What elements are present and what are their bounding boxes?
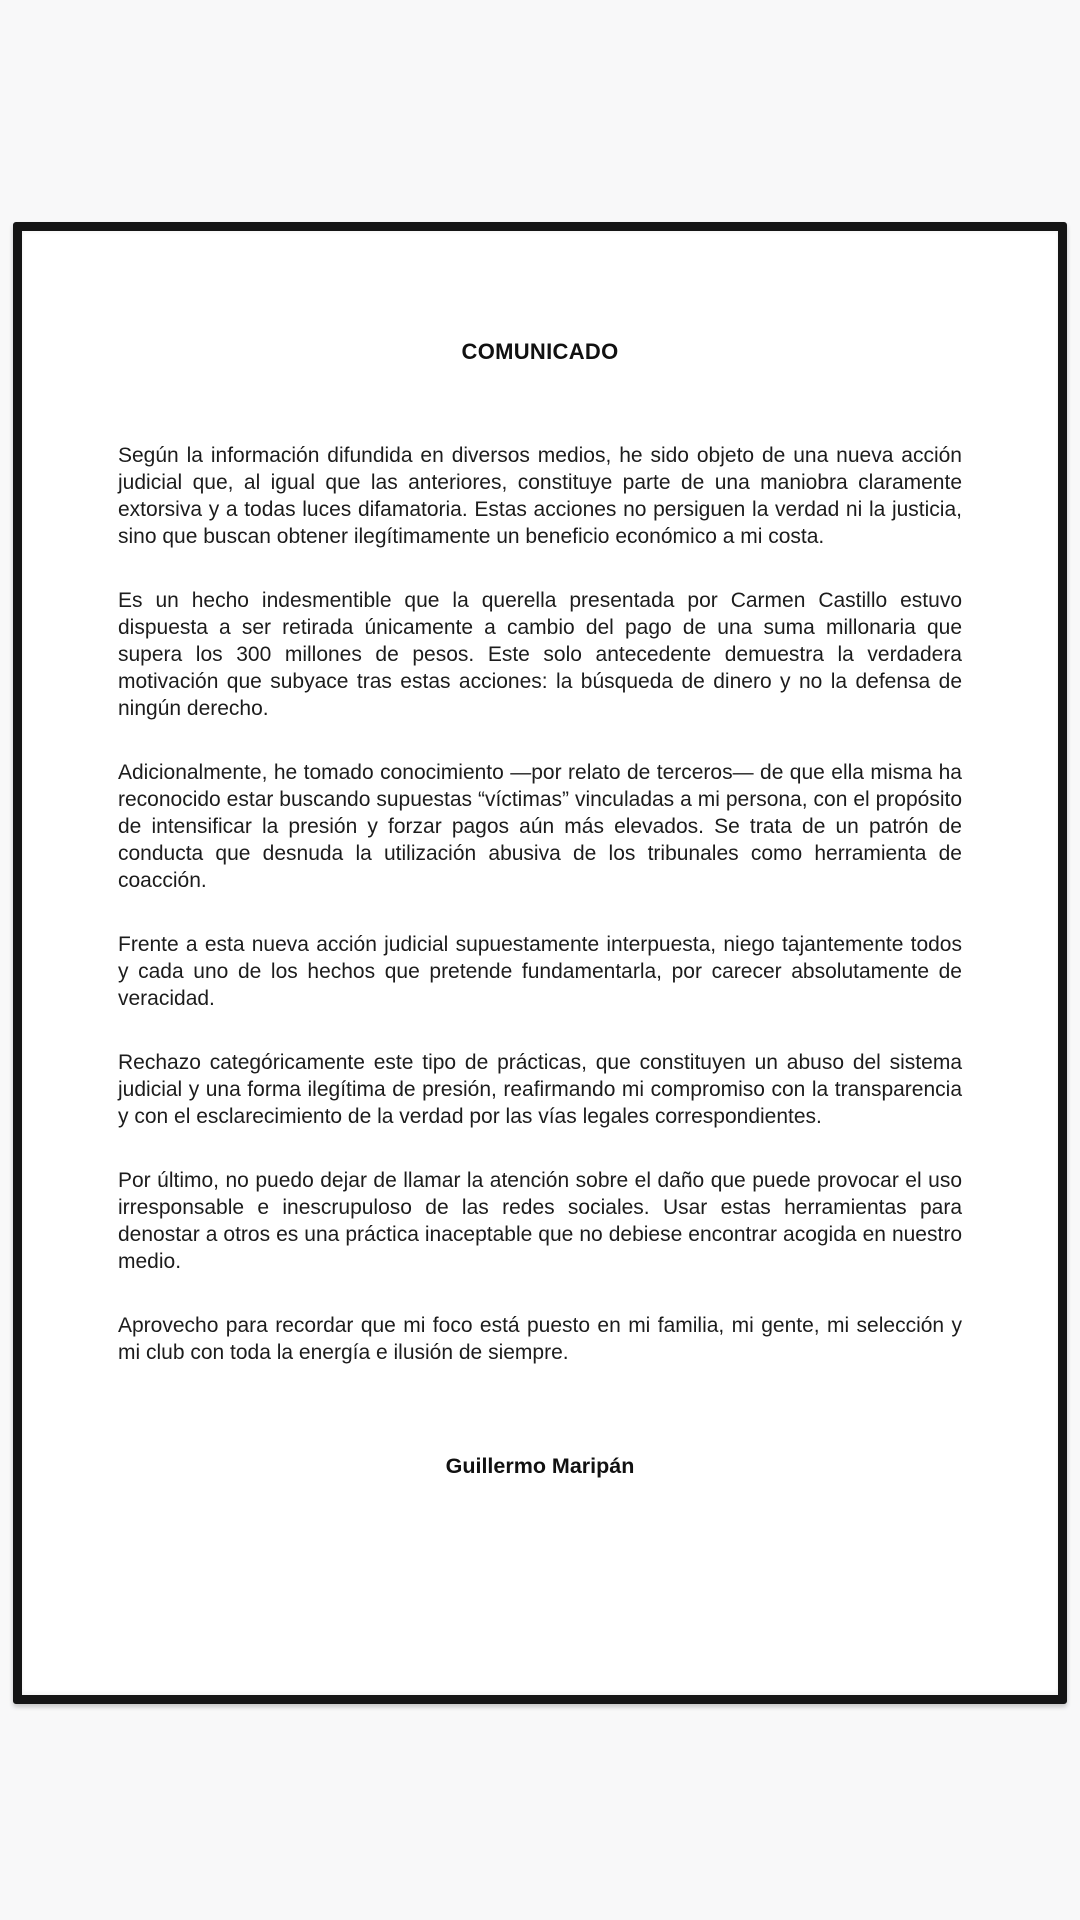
paragraph-5: Rechazo categóricamente este tipo de prácticas, que constituyen un abuso del sistema judicial y una forma ilegítima de presión, reafirmando mi compromiso con la transparencia y con el esclarecimiento de la verdad por las vías legales correspondientes. [118,1051,962,1128]
document-title: COMUNICADO [461,339,619,364]
document-body [118,442,962,1366]
paragraph-7: Aprovecho para recordar que mi foco está puesto en mi familia, mi gente, mi selección y mi club con toda la energía e ilusión de siempre. [118,1314,962,1364]
document-page [22,231,1058,1695]
paragraph-2: Es un hecho indesmentible que la querella presentada por Carmen Castillo estuvo dispuesta a ser retirada únicamente a cambio del pago de una suma millonaria que supera los 300 millones de pesos. Este solo antecedente demuestra la verdadera motivación que subyace tras estas acciones: la búsqueda de dinero y no la defensa de ningún derecho. [118,589,962,720]
paragraph-6: Por último, no puedo dejar de llamar la atención sobre el daño que puede provocar el uso irresponsable e inescrupuloso de las redes sociales. Usar estas herramientas para denostar a otros es una práctica inaceptable que no debiese encontrar acogida en nuestro medio. [118,1169,962,1273]
paragraph-1: Según la información difundida en diversos medios, he sido objeto de una nueva acción judicial que, al igual que las anteriores, constituye parte de una maniobra claramente extorsiva y a todas luces difamatoria. Estas acciones no persiguen la verdad ni la justicia, sino que buscan obtener ilegítimamente un beneficio económico a mi costa. [118,444,962,548]
document-content [22,231,1058,1695]
paragraph-3: Adicionalmente, he tomado conocimiento —por relato de terceros— de que ella misma ha reconocido estar buscando supuestas “víctimas” vinculadas a mi persona, con el propósito de intensificar la presión y forzar pagos aún más elevados. Se trata de un patrón de conducta que desnuda la utilización abusiva de los tribunales como herramienta de coacción. [118,761,962,892]
paragraph-4: Frente a esta nueva acción judicial supuestamente interpuesta, niego tajantemente todos y cada uno de los hechos que pretende fundamentarla, por carecer absolutamente de veracidad. [118,933,962,1010]
document-frame [13,222,1067,1704]
signature: Guillermo Maripán [445,1454,635,1478]
